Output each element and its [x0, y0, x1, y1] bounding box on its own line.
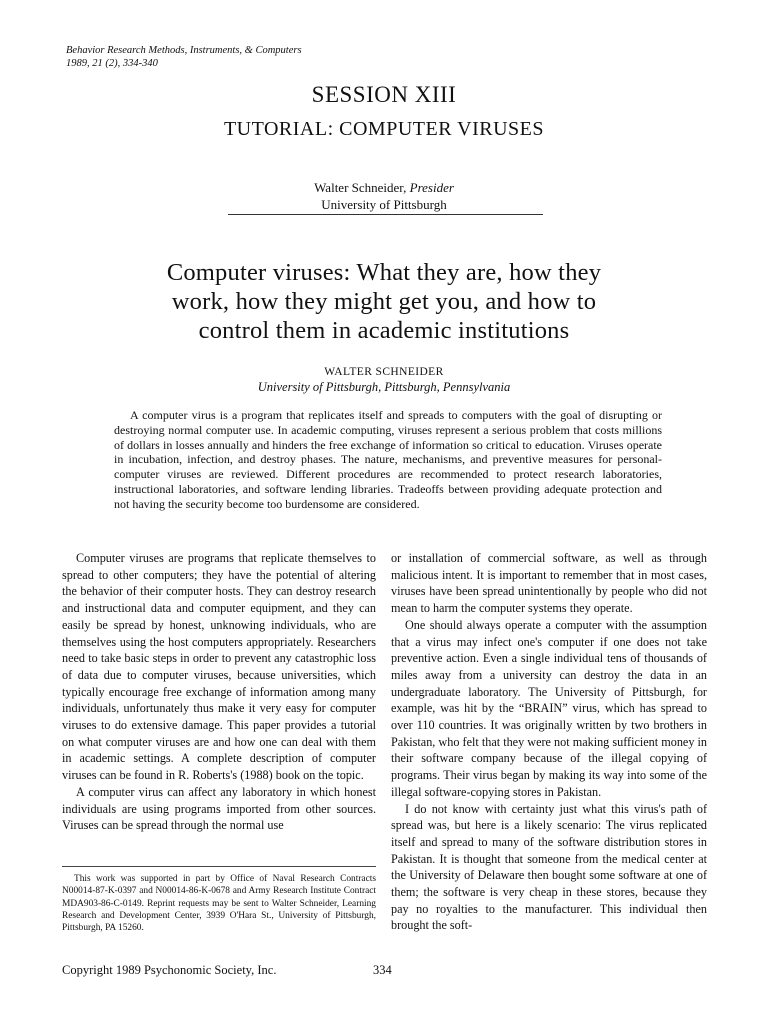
copyright-notice: Copyright 1989 Psychonomic Society, Inc.	[62, 963, 277, 977]
footnote-divider	[62, 866, 376, 867]
author-affiliation: University of Pittsburgh, Pittsburgh, Pennsylvania	[257, 380, 511, 394]
title-line: control them in academic institutions	[198, 317, 570, 344]
title-line: Computer viruses: What they are, how they	[166, 259, 602, 286]
author-name: WALTER SCHNEIDER	[324, 366, 444, 378]
paragraph: One should always operate a computer with the assumption that a virus may infect one's computer if one does not take preventive action. Even a single individual tens of thousands of miles away from a university can destroy the data in an undergraduate laboratory. The University of Pittsburgh, for example, was hit by the “BRAIN” virus, which has spread to over 110 countries. It was originally written by two brothers in Pakistan, who felt that they were not making sufficient money in their software company because of the illegal copying of programs. Their virus began by making its way into some of the illegal software-copying stores in Pakistan.	[391, 617, 707, 799]
paragraph: I do not know with certainty just what this virus's path of spread was, but here is a likely scenario: The virus replicated itself and spread to many of the software distribution stores in Pakistan. It is thought that someone from the medical center at the University of Delaware then bought some software at one of them; the software is very cheap in these stores, because they pay no royalties to the manufacturer. This individual then brought the soft-	[391, 801, 707, 933]
journal-volume: 1989, 21 (2), 334-340	[66, 58, 158, 69]
journal-name: Behavior Research Methods, Instruments, & Computers	[66, 45, 302, 56]
journal-citation	[66, 44, 302, 70]
abstract	[114, 408, 662, 512]
paragraph: or installation of commercial software, as well as through malicious intent. It is important to remember that in most cases, viruses have been spread unintentionally by people who did not mean to harm the computer systems they operate.	[391, 551, 707, 616]
article-title	[60, 258, 708, 345]
presider-affiliation: University of Pittsburgh	[321, 197, 447, 212]
footnote	[62, 873, 376, 934]
body-column-left	[62, 550, 376, 834]
tutorial-heading: TUTORIAL: COMPUTER VIRUSES	[223, 118, 545, 140]
presider-name: Walter Schneider,	[314, 180, 410, 195]
paragraph: A computer virus can affect any laboratory in which honest individuals are using programs imported from other sources. Viruses can be spread through the normal use	[62, 784, 376, 833]
title-line: work, how they might get you, and how to	[171, 288, 597, 315]
body-column-right	[391, 550, 707, 934]
presider-block	[0, 179, 768, 213]
abstract-text: A computer virus is a program that replicates itself and spreads to computers with the goal of disrupting or destroying normal computer use. In academic computing, viruses represent a serious problem that costs millions of dollars in losses annually and hinders the free exchange of information so critical to education. Viruses operate in incubation, infection, and destroy phases. The nature, mechanisms, and preventive measures for personal-computer viruses are reviewed. Different procedures are recommended to protect research laboratories, instructional laboratories, and software lending libraries. Tradeoffs between providing adequate protection and not having the security become too burdensome are considered.	[114, 408, 662, 511]
presider-role: Presider	[409, 180, 454, 195]
paragraph: Computer viruses are programs that replicate themselves to spread to other computers; they have the potential of altering the behavior of their computer hosts. They can destroy research and instructional data and computer equipment, and they can easily be spread by honest, unknowing individuals, who are themselves using the host computers appropriately. Researchers need to take basic steps in order to prevent any catastrophic loss of data due to computer viruses, because universities, which typically encourage free exchange of information among many individuals, unfortunately thus make it very easy for computer viruses to do extensive damage. This paper provides a tutorial on what computer viruses are and how one can deal with them in academic settings. A complete description of computer viruses can be found in R. Roberts's (1988) book on the topic.	[62, 551, 376, 783]
header-divider	[228, 214, 543, 215]
footnote-text: This work was supported in part by Office of Naval Research Contracts N00014-87-K-0397 and N00014-86-K-0678 and Army Research Institute Contract MDA903-86-C-0149. Reprint requests may be sent to Walter Schneider, Learning Research and Development Center, 3939 O'Hara St., University of Pittsburgh, Pittsburgh, PA 15260.	[62, 874, 376, 934]
session-heading: SESSION XIII	[311, 82, 457, 107]
page-number: 334	[373, 963, 392, 977]
presider-line	[0, 179, 768, 196]
